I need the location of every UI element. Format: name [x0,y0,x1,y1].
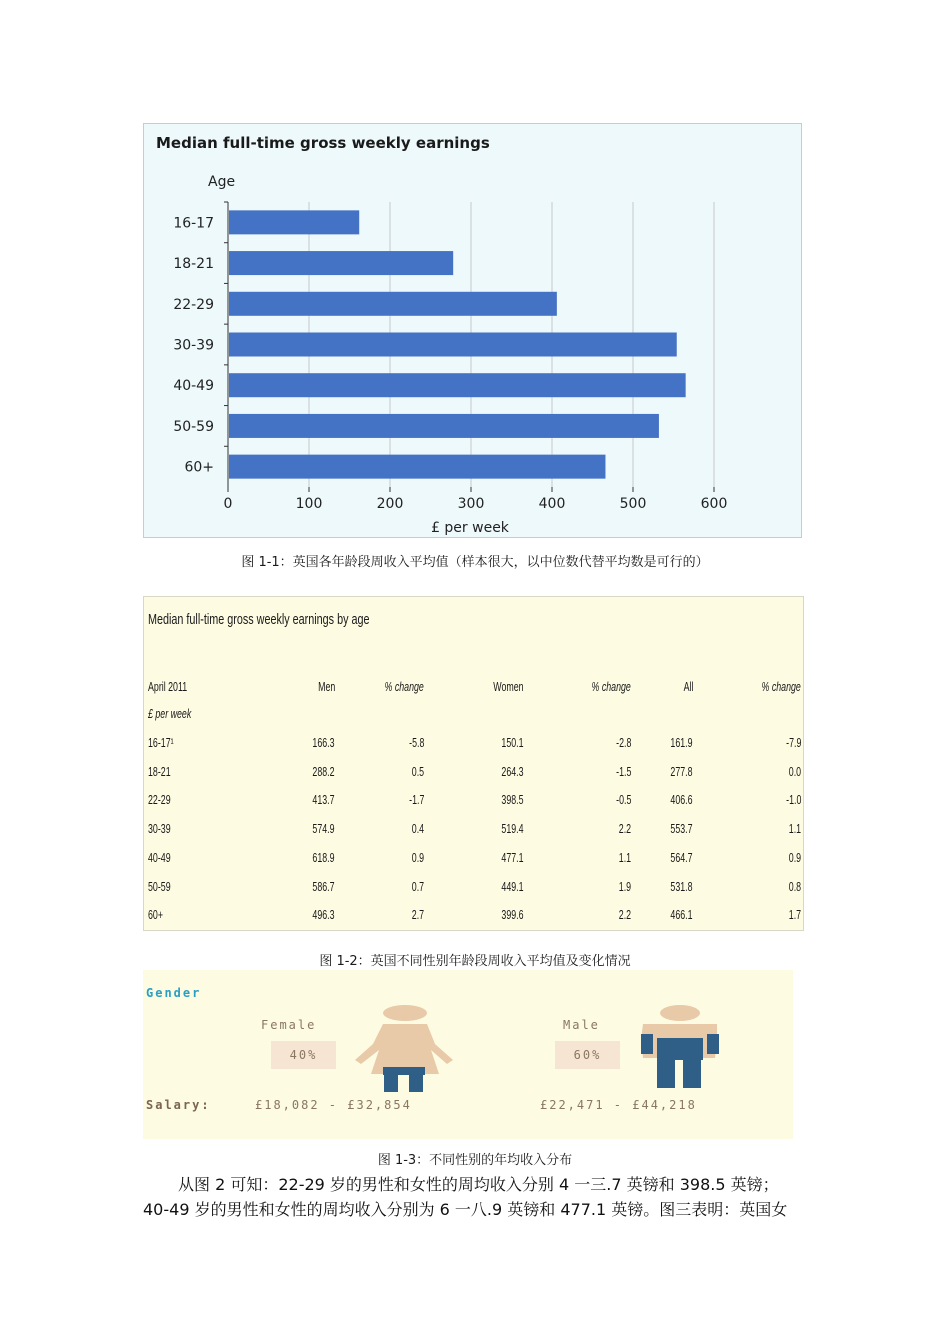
bar [229,292,557,316]
table-cell: 0.9 [411,849,424,865]
table-cell: 0.8 [788,878,801,894]
column-header: % change [591,679,631,694]
table-cell: 0.0 [788,763,801,779]
x-tick-label: 100 [295,496,323,512]
y-category-label: 60+ [184,459,214,476]
row-age-label: 30-39 [148,821,171,837]
earnings-bar-chart [143,123,802,538]
table-cell: 1.9 [618,878,631,894]
table-cell: -1.5 [615,763,631,779]
table-cell: 1.7 [788,907,801,923]
column-header: % change [384,679,424,694]
row-age-label: 18-21 [148,763,171,779]
table-cell: 564.7 [670,849,693,865]
table-cell: 150.1 [501,735,524,750]
male-figure-icon [639,1004,721,1090]
table-cell: 519.4 [501,821,524,837]
table-cell: 406.6 [670,792,693,808]
table-cell: 264.3 [501,763,524,779]
earnings-table [143,596,804,931]
y-category-label: 40-49 [173,378,214,395]
male-salary: £22,471 - £44,218 [540,1098,697,1112]
female-percent: 40% [271,1041,336,1069]
table-cell: 0.7 [411,878,424,894]
y-category-label: 30-39 [173,337,214,354]
table-cell: 2.2 [618,907,631,923]
y-category-label: 22-29 [173,296,214,313]
chart-title: Median full-time gross weekly earnings [156,134,490,152]
table-cell: 0.4 [411,821,424,837]
table-cell: 449.1 [501,878,524,894]
figure2-caption: 图 1-2：英国不同性别年龄段周收入平均值及变化情况 [319,954,631,969]
column-header: % change [761,679,801,694]
table-cell: -1.7 [408,792,424,808]
row-age-label: 50-59 [148,878,171,894]
y-category-label: 18-21 [173,256,214,273]
x-tick-label: 400 [538,496,566,512]
row-age-label: 16-17¹ [148,735,174,750]
table-cell: 1.1 [618,849,631,865]
male-percent: 60% [555,1041,620,1069]
male-label: Male [563,1018,600,1032]
table-cell: 618.9 [312,849,335,865]
female-label: Female [261,1018,317,1032]
y-category-label: 50-59 [173,418,214,435]
table-cell: 166.3 [312,735,335,750]
table-cell: 2.2 [618,821,631,837]
table-title: Median full-time gross weekly earnings by age [148,611,370,628]
female-figure-icon [353,1004,455,1092]
gender-heading: Gender [146,986,202,1000]
body-paragraph-line-2: 40-49 岁的男性和女性的周均收入分别为 6 一八.9 英镑和 477.1 英镑。图三表明：英国女 [143,1200,788,1219]
table-cell: 496.3 [312,907,335,923]
table-cell: 399.6 [501,907,524,923]
table-cell: 0.5 [411,763,424,779]
bar [229,251,453,275]
table-cell: 161.9 [670,735,693,750]
table-cell: 398.5 [501,792,524,808]
x-tick-label: 300 [457,496,485,512]
x-tick-label: 200 [376,496,404,512]
row-age-label: 22-29 [148,792,171,808]
table-cell: -7.9 [785,735,801,750]
figure3-caption: 图 1-3：不同性别的年均收入分布 [377,1153,573,1168]
table-cell: -1.0 [785,792,801,808]
bar [229,414,659,438]
bar [229,210,359,234]
table-unit: £ per week [148,706,192,721]
x-tick-label: 600 [700,496,728,512]
table-cell: -5.8 [408,735,424,750]
column-header: All [683,679,693,694]
y-axis-label: Age [208,174,236,190]
row-age-label: 60+ [148,907,164,923]
salary-label: Salary: [146,1098,211,1112]
table-cell: 413.7 [312,792,335,808]
bar-chart-canvas [144,124,803,539]
table-cell: -2.8 [615,735,631,750]
table-cell: 531.8 [670,878,693,894]
table-cell: 466.1 [670,907,693,923]
body-paragraph-line-1: 从图 2 可知：22-29 岁的男性和女性的周均收入分别 4 一三.7 英镑和 398.5 英镑； [178,1175,779,1194]
table-cell: 574.9 [312,821,335,837]
table-cell: 586.7 [312,878,335,894]
table-cell: 277.8 [670,763,693,779]
bar [229,373,686,397]
y-category-label: 16-17 [173,215,214,232]
x-tick-label: 500 [619,496,647,512]
table-cell: -0.5 [615,792,631,808]
row-age-label: 40-49 [148,849,171,865]
table-cell: 288.2 [312,763,335,779]
column-header: Men [317,679,335,694]
x-tick-label: 0 [223,496,233,512]
bar [229,333,677,357]
table-cell: 1.1 [788,821,801,837]
figure1-caption: 图 1-1：英国各年龄段周收入平均值（样本很大，以中位数代替平均数是可行的） [241,555,709,570]
female-salary: £18,082 - £32,854 [255,1098,412,1112]
column-header: Women [493,679,524,694]
x-axis-label: £ per week [431,520,509,536]
table-period: April 2011 [148,679,188,694]
table-cell: 2.7 [411,907,424,923]
table-cell: 553.7 [670,821,693,837]
table-cell: 477.1 [501,849,524,865]
table-cell: 0.9 [788,849,801,865]
bar [229,455,605,479]
gender-infographic [143,970,793,1139]
